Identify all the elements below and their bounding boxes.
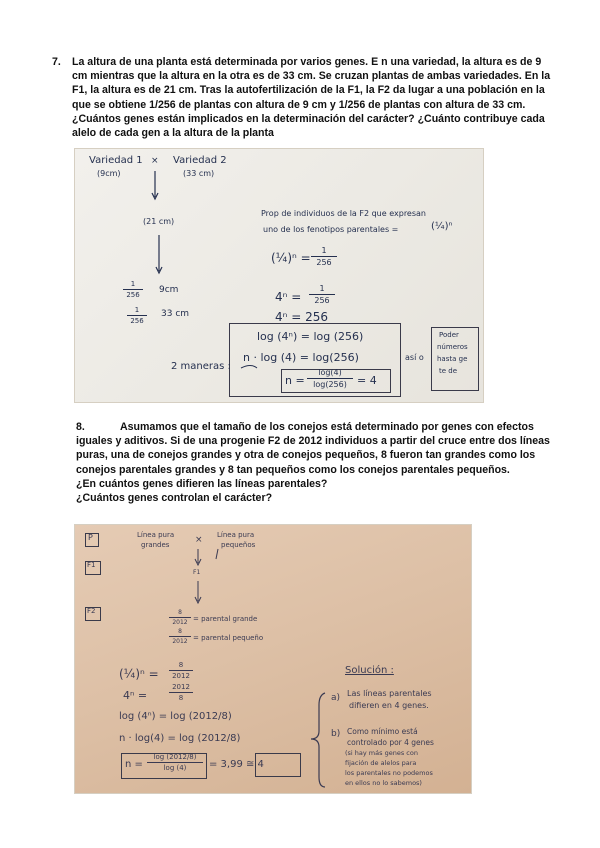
fraction-small-denominator: 2012: [172, 638, 188, 645]
equation-2: 4ⁿ =: [123, 689, 148, 702]
equation-1: (¼)ⁿ =: [119, 667, 159, 681]
fraction-large: [169, 609, 191, 626]
equation-1-numerator: 8: [178, 661, 184, 669]
solution-b-line5: los parentales no podemos: [345, 769, 433, 777]
equation-2-denominator: 8: [178, 694, 184, 702]
generation-p-label: P: [88, 533, 93, 542]
generation-f1-label: F1: [87, 561, 96, 569]
proportion-note-formula: (¼)ⁿ: [431, 221, 453, 232]
f1-height: (21 cm): [143, 217, 175, 226]
equation-1-fraction: [169, 661, 193, 680]
equation-2-denominator: 256: [314, 296, 330, 305]
question-8-sub2: ¿Cuántos genes controlan el carácter?: [76, 492, 273, 505]
fraction-small: [169, 628, 191, 645]
solution-a-line2: difieren en 4 genes.: [349, 701, 429, 710]
equation-3: 4ⁿ = 256: [275, 310, 329, 324]
proportion-note-line1: Prop de individuos de la F2 que expresan: [261, 209, 426, 218]
equation-2: 4ⁿ =: [275, 290, 302, 304]
fraction-large-denominator: 2012: [172, 619, 188, 626]
two-ways-label: 2 maneras :: [171, 361, 231, 372]
parent2-label: Variedad 2: [173, 155, 227, 166]
solution-b-line4: fijación de alelos para: [345, 759, 417, 767]
equation-1-denominator: 2012: [172, 672, 190, 680]
f1-label: F1: [193, 569, 201, 576]
fraction-row1-numerator: 1: [130, 280, 136, 288]
equation-1-fraction: [311, 246, 337, 267]
left-parent-line2: grandes: [141, 541, 170, 549]
question-7: [52, 55, 552, 140]
fraction-row1: [123, 280, 143, 299]
equation-1-denominator: 256: [316, 258, 332, 267]
fraction-row2: [127, 306, 147, 325]
log-equation-2: n · log (4) = log(256): [243, 351, 359, 364]
parent2-height: (33 cm): [183, 169, 215, 178]
asi-label: así o: [405, 353, 424, 362]
question-8-paragraph: [76, 420, 552, 477]
fraction-row2-numerator: 1: [134, 306, 140, 314]
side-note-line1: Poder: [439, 331, 459, 339]
log-equation-1: log (4ⁿ) = log (2012/8): [119, 711, 232, 722]
cross-symbol: ×: [195, 535, 203, 545]
result-numerator: log (2012/8): [153, 753, 197, 761]
result-value: = 4: [357, 374, 377, 387]
fraction-large-numerator: 8: [178, 609, 182, 616]
parent1-label: Variedad 1: [89, 155, 143, 166]
side-note-line2: números: [437, 343, 468, 351]
equation-2-fraction: [169, 683, 193, 702]
result-n: n =: [285, 374, 305, 387]
equation-1: (¼)ⁿ =: [271, 251, 311, 265]
result-fraction: [147, 753, 203, 772]
side-note-line4: te de: [439, 367, 458, 375]
fraction-small-label: = parental pequeño: [193, 634, 264, 642]
log-equation-1: log (4ⁿ) = log (256): [257, 330, 364, 343]
question-7-number: 7.: [52, 56, 61, 68]
result-n: n =: [125, 759, 143, 770]
solution-b-line3: (si hay más genes con: [345, 749, 418, 757]
equation-2-fraction: [309, 284, 335, 305]
proportion-note-line2: uno de los fenotipos parentales =: [263, 225, 399, 234]
fraction-row1-denominator: 256: [126, 291, 140, 299]
result-fraction: [307, 368, 353, 389]
result-numerator: log(4): [318, 368, 342, 377]
question-7-text: La altura de una planta está determinada por varios genes. E n una variedad, la altura es de 9 cm mientras que la altura en la otra es de 33 cm. Se cruzan plantas de ambas variedades. En la F1, la altura es de 21 cm. Tras la autofertilización de la F1, la F2 da lugar a una población en la que se obtiene 1/256 de plantas con altura de 9 cm y 1/256 de plantas con altura de 33 cm. ¿Cuántos genes están implicados en la determinación del carácter? ¿Cuánto contribuye cada alelo de cada gen a la altura de la planta: [72, 56, 551, 140]
result-value: = 3,99 ≅ 4: [209, 759, 264, 770]
solution-a-line1: Las líneas parentales: [347, 689, 432, 698]
result-denominator: log(256): [313, 380, 347, 389]
log-equation-2: n · log(4) = log (2012/8): [119, 733, 241, 744]
question-8-number: 8.: [76, 421, 85, 433]
result-value-box: [255, 753, 301, 777]
handwritten-solution-photo-8: [74, 524, 472, 794]
solution-b-line1: Como mínimo está: [347, 727, 418, 736]
equation-2-numerator: 2012: [172, 683, 190, 691]
result-denominator: log (4): [163, 764, 187, 772]
solution-a-label: a): [331, 693, 341, 703]
fraction-large-label: = parental grande: [193, 615, 258, 623]
solution-b-line6: en ellos no lo sabemos): [345, 779, 422, 787]
row1-value: 9cm: [159, 285, 179, 295]
equation-1-numerator: 1: [321, 246, 327, 255]
cross-symbol: ×: [151, 156, 159, 166]
question-8-text: Asumamos que el tamaño de los conejos está determinado por genes con efectos iguales y aditivos. Si de una progenie F2 de 2012 individuos a partir del cruce entre dos líneas puras, una de conejos grandes y otra de conejos pequeños, 8 fueron tan grandes como los conejos parentales grandes y 8 tan pequeños como los conejos parentales pequeños.: [76, 421, 550, 476]
fraction-small-numerator: 8: [178, 628, 182, 635]
handwritten-solution-photo-7: [74, 148, 484, 403]
left-parent-line1: Línea pura: [137, 531, 175, 539]
question-8-sub1: ¿En cuántos genes difieren las líneas parentales?: [76, 477, 328, 490]
right-parent-line2: pequeños: [221, 541, 256, 549]
solution-b-label: b): [331, 729, 341, 739]
right-parent-line1: Línea pura: [217, 531, 255, 539]
question-8: [76, 420, 552, 505]
parent1-height: (9cm): [97, 169, 121, 178]
solution-b-line2: controlado por 4 genes: [347, 738, 434, 747]
solution-title: Solución :: [345, 665, 394, 676]
fraction-row2-denominator: 256: [130, 317, 144, 325]
row2-value: 33 cm: [161, 309, 190, 319]
equation-2-numerator: 1: [319, 284, 325, 293]
side-note-line3: hasta ge: [437, 355, 468, 363]
generation-f2-label: F2: [87, 607, 96, 615]
